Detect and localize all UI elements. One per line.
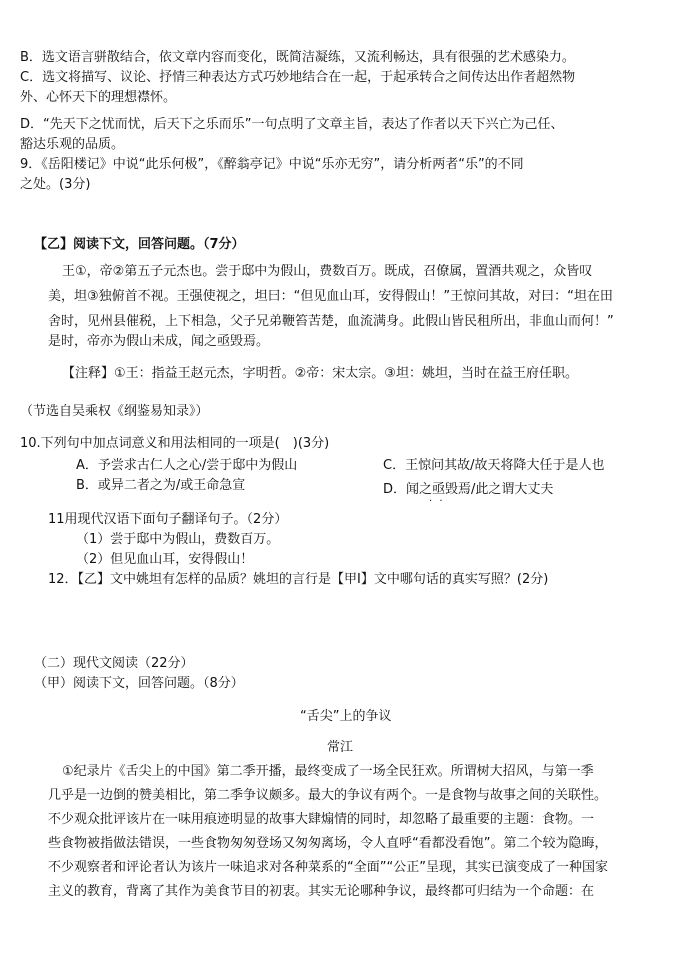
option-c-line2: 外、心怀天下的理想襟怀。: [20, 90, 177, 105]
question-10-option-a: A．予尝求古仁人之心/尝于邸中为假山: [76, 458, 298, 473]
article-paragraph-line3: 不少观众批评该片在一味用痕迹明显的故事大肆煽情的同时，却忽略了最重要的主题：食物。一: [48, 812, 595, 827]
section-two-heading: （二）现代文阅读（22分）: [34, 656, 194, 671]
section-two-subheading: （甲）阅读下文，回答问题。（8分）: [34, 676, 244, 691]
option-d-line2: 豁达乐观的品质。: [20, 137, 125, 152]
classical-text-line1: 王①，帝②第五子元杰也。尝于邸中为假山，费数百万。既成，召僚属，置酒共观之，众皆叹: [62, 264, 593, 279]
question-10-option-b: B．或异二者之为/或王命急宣: [76, 478, 246, 493]
annotation-note: 【注释】①王：指益王赵元杰，字明哲。②帝：宋太宗。③坦：姚坦，当时在益王府任职。: [62, 366, 578, 381]
question-10-option-c: C．王惊问其故/故天将降大任于是人也: [383, 458, 605, 473]
classical-text-line4: 是时，帝亦为假山未成，闻之亟毁焉。: [48, 334, 270, 349]
question-10-stem: 10.下列句中加点词意义和用法相同的一项是( )(3分): [20, 436, 330, 451]
emphasis-dots: · ·: [429, 496, 445, 507]
classical-text-line2: 美，坦③独俯首不视。王强使视之，坦曰：“但见血山耳，安得假山！”王惊问其故，对曰：“坦在田: [48, 289, 613, 304]
article-paragraph-line2: 几乎是一边倒的赞美相比，第二季争议颇多。最大的争议有两个。一是食物与故事之间的关联性。: [48, 788, 608, 803]
option-b: B．选文语言骈散结合，依文章内容而变化，既简洁凝练，又流利畅达，具有很强的艺术感染力。: [20, 50, 575, 65]
section-yi-heading: 【乙】阅读下文，回答问题。（7分）: [34, 237, 245, 252]
classical-text-line3: 舍时，见州县催税，上下相急，父子兄弟鞭笞苦楚，血流满身。此假山皆民租所出，非血山而何！”: [48, 314, 614, 329]
question-11-item1: （1）尝于邸中为假山，费数百万。: [76, 532, 280, 547]
question-10-option-d: D．闻之亟毁焉/此之谓大丈夫: [383, 482, 554, 497]
question-9-line2: 之处。(3分): [20, 177, 91, 192]
option-c-line1: C．选文将描写、议论、抒情三种表达方式巧妙地结合在一起，于起承转合之间传达出作者超然物: [20, 70, 576, 85]
question-9-line1: 9．《岳阳楼记》中说“此乐何极”，《醉翁亭记》中说“乐亦无穷”，请分析两者“乐”的不同: [20, 157, 524, 172]
article-paragraph-line4: 些食物被指做法错误，一些食物匆匆登场又匆匆离场，令人直呼“看都没看饱”。第二个较为隐晦，: [48, 836, 608, 851]
question-12-stem: 12．【乙】文中姚坦有怎样的品质？姚坦的言行是【甲Ⅰ】文中哪句话的真实写照？(2分): [48, 572, 549, 587]
question-11-stem: 11用现代汉语下面句子翻译句子。（2分）: [48, 512, 288, 527]
article-paragraph-line5: 不少观察者和评论者认为该片一味追求对各种菜系的“全面”“公正”呈现，其实已演变成了一种国家: [48, 860, 608, 875]
source-citation: （节选自吴乘权《纲鉴易知录》）: [20, 404, 209, 419]
question-11-item2: （2）但见血山耳，安得假山！: [76, 552, 254, 567]
article-title: “舌尖”上的争议: [300, 709, 392, 724]
article-author: 常江: [327, 740, 354, 755]
option-d-line1: D．“先天下之忧而忧，后天下之乐而乐”一句点明了文章主旨，表达了作者以天下兴亡为己任、: [20, 117, 564, 132]
article-paragraph-line6: 主义的教育，背离了其作为美食节目的初衷。其实无论哪种争议，最终都可归结为一个命题：在: [48, 884, 595, 899]
article-paragraph-line1: ①纪录片《舌尖上的中国》第二季开播，最终变成了一场全民狂欢。所谓树大招风，与第一季: [62, 764, 594, 779]
